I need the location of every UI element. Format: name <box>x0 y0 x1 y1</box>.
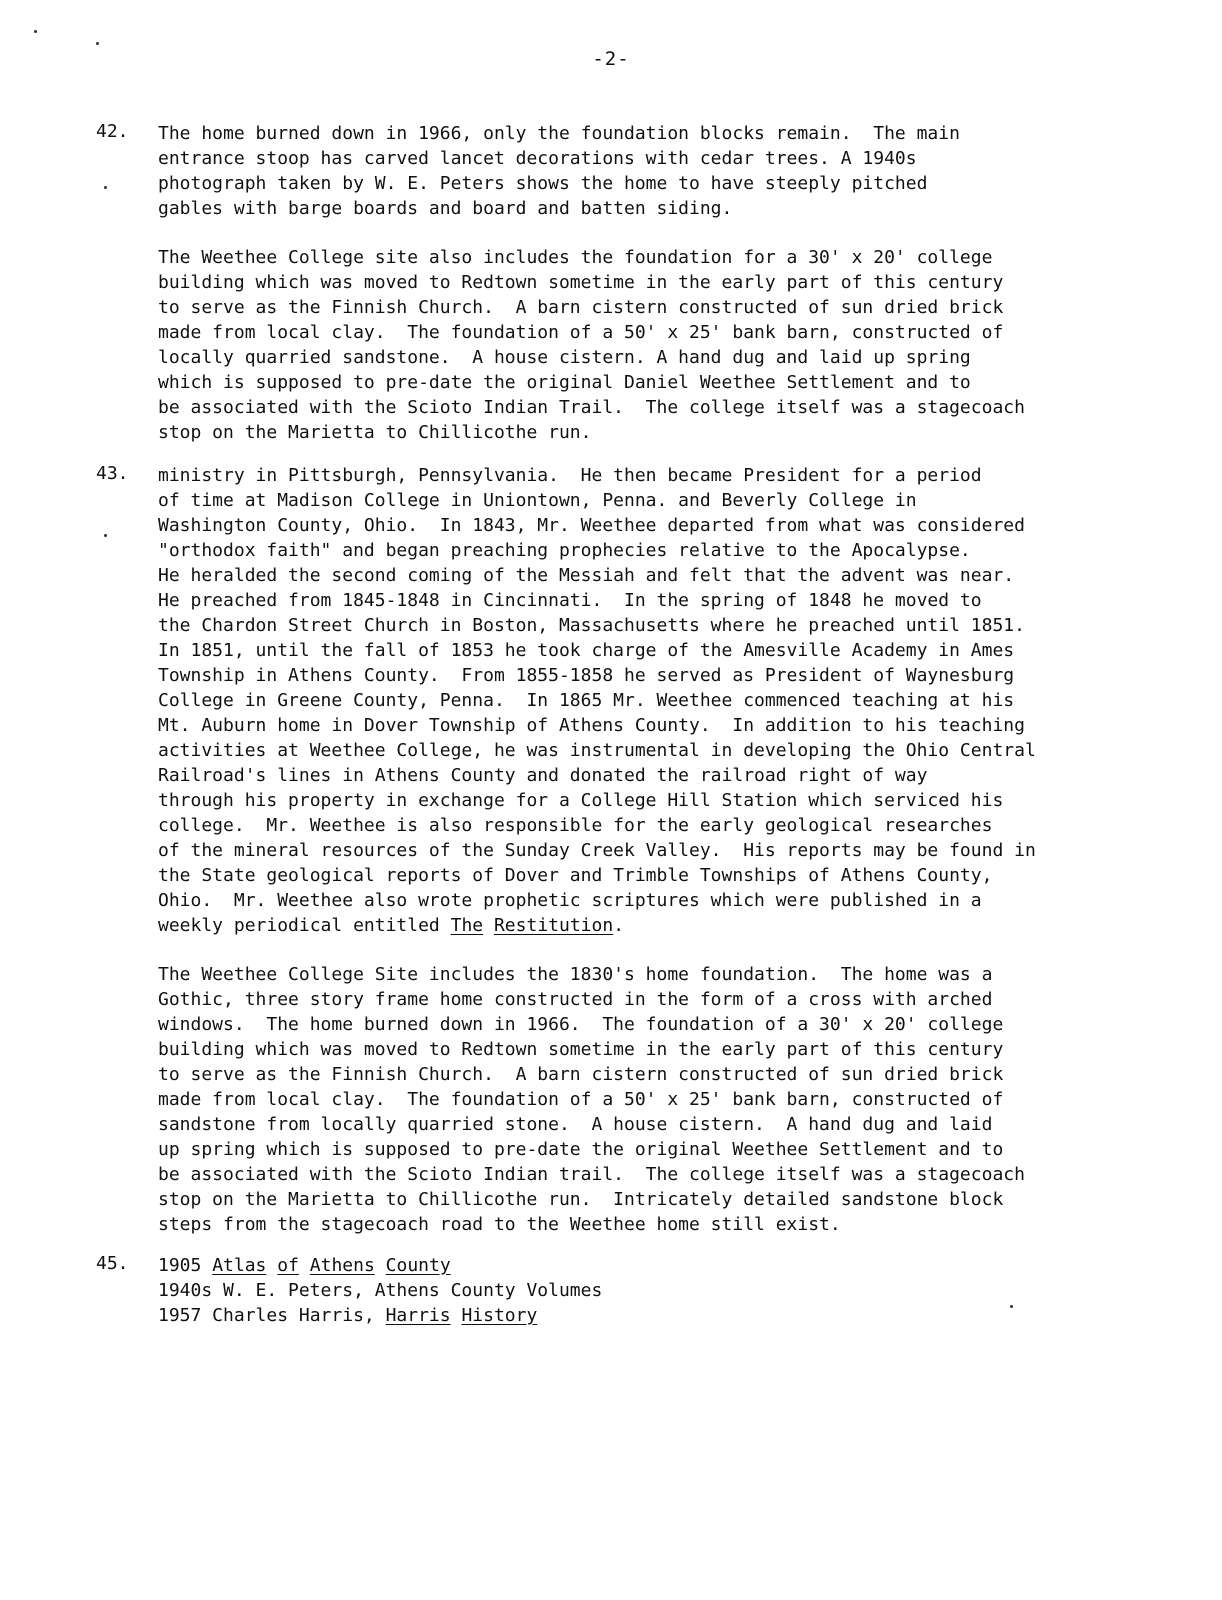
text-line: He heralded the second coming of the Messiah and felt that the advent was near. <box>158 565 1015 586</box>
line-suffix: . <box>613 915 625 936</box>
text-line: stop on the Marietta to Chillicothe run. Intricately detailed sandstone block <box>158 1189 1004 1210</box>
paragraph <box>158 245 1198 445</box>
text-line: sandstone from locally quarried stone. A house cistern. A hand dug and laid <box>158 1114 993 1135</box>
item-number: 43. <box>96 463 129 484</box>
references-list <box>158 1253 1198 1328</box>
text-line: the Chardon Street Church in Boston, Massachusetts where he preached until 1851. <box>158 615 1025 636</box>
item-number: 45. <box>96 1253 129 1274</box>
reference-2: 1940s W. E. Peters, Athens County Volumes <box>158 1280 603 1301</box>
text-line: of the mineral resources of the Sunday Creek Valley. His reports may be found in <box>158 840 1036 861</box>
text-line: He preached from 1845-1848 in Cincinnati. In the spring of 1848 he moved to <box>158 590 982 611</box>
scan-speck <box>96 42 99 45</box>
publication-title-word: Restitution <box>493 915 614 936</box>
text-line: The home burned down in 1966, only the foundation blocks remain. The main <box>158 123 960 144</box>
text-line: through his property in exchange for a College Hill Station which serviced his <box>158 790 1004 811</box>
text-line: of time at Madison College in Uniontown, Penna. and Beverly College in <box>158 490 917 511</box>
text-line: Ohio. Mr. Weethee also wrote prophetic scriptures which were published in a <box>158 890 982 911</box>
text-line: be associated with the Scioto Indian Trail. The college itself was a stagecoach <box>158 397 1025 418</box>
scan-speck <box>104 186 107 189</box>
text-line: locally quarried sandstone. A house cistern. A hand dug and laid up spring <box>158 347 971 368</box>
text-line: the State geological reports of Dover and Trimble Townships of Athens County, <box>158 865 993 886</box>
text-line: to serve as the Finnish Church. A barn cistern constructed of sun dried brick <box>158 297 1004 318</box>
text-line: The Weethee College Site includes the 1830's home foundation. The home was a <box>158 964 993 985</box>
text-line: be associated with the Scioto Indian trail. The college itself was a stagecoach <box>158 1164 1025 1185</box>
text-line: which is supposed to pre-date the original Daniel Weethee Settlement and to <box>158 372 971 393</box>
text-line: building which was moved to Redtown sometime in the early part of this century <box>158 272 1004 293</box>
ref-year: 1905 <box>158 1255 202 1276</box>
text-line-with-title <box>158 913 1198 938</box>
reference-3 <box>158 1303 1198 1328</box>
ref-title-word: of <box>277 1255 299 1276</box>
scan-speck <box>34 30 37 33</box>
item-body <box>158 463 1198 1237</box>
text-line: photograph taken by W. E. Peters shows the home to have steeply pitched <box>158 173 928 194</box>
text-line: windows. The home burned down in 1966. The foundation of a 30' x 20' college <box>158 1014 1004 1035</box>
text-line: "orthodox faith" and began preaching prophecies relative to the Apocalypse. <box>158 540 971 561</box>
text-line: building which was moved to Redtown sometime in the early part of this century <box>158 1039 1004 1060</box>
item-body <box>158 121 1198 445</box>
line-prefix: weekly periodical entitled <box>158 915 451 936</box>
paragraph <box>158 962 1198 1237</box>
text-line: In 1851, until the fall of 1853 he took charge of the Amesville Academy in Ames <box>158 640 1015 661</box>
text-line: ministry in Pittsburgh, Pennsylvania. He then became President for a period <box>158 465 982 486</box>
text-line: entrance stoop has carved lancet decorations with cedar trees. A 1940s <box>158 148 917 169</box>
text-line: stop on the Marietta to Chillicothe run. <box>158 422 592 443</box>
ref-title-word: Atlas <box>212 1255 267 1276</box>
text-line: Railroad's lines in Athens County and donated the railroad right of way <box>158 765 928 786</box>
text-line: Township in Athens County. From 1855-1858 he served as President of Waynesburg <box>158 665 1015 686</box>
text-line: Mt. Auburn home in Dover Township of Athens County. In addition to his teaching <box>158 715 1025 736</box>
ref-prefix: 1957 Charles Harris, <box>158 1305 386 1326</box>
paragraph <box>158 463 1198 938</box>
text-line: gables with barge boards and board and batten siding. <box>158 198 733 219</box>
text-line: Gothic, three story frame home constructed in the form of a cross with arched <box>158 989 993 1010</box>
reference-1 <box>158 1253 1198 1278</box>
paragraph <box>158 121 1198 221</box>
publication-title-word: The <box>450 915 484 936</box>
scan-speck <box>1010 1305 1013 1308</box>
scan-speck <box>104 534 107 537</box>
ref-title-word: County <box>385 1255 451 1276</box>
item-number: 42. <box>96 121 129 142</box>
text-line: College in Greene County, Penna. In 1865 Mr. Weethee commenced teaching at his <box>158 690 1015 711</box>
ref-title-word: History <box>461 1305 538 1326</box>
page-number: -2- <box>592 48 630 70</box>
text-line: made from local clay. The foundation of a 50' x 25' bank barn, constructed of <box>158 1089 1004 1110</box>
text-line: The Weethee College site also includes the foundation for a 30' x 20' college <box>158 247 993 268</box>
ref-title-word: Harris <box>385 1305 451 1326</box>
text-line: activities at Weethee College, he was instrumental in developing the Ohio Central <box>158 740 1036 761</box>
text-line: Washington County, Ohio. In 1843, Mr. Weethee departed from what was considered <box>158 515 1025 536</box>
text-line: college. Mr. Weethee is also responsible for the early geological researches <box>158 815 993 836</box>
text-line: to serve as the Finnish Church. A barn cistern constructed of sun dried brick <box>158 1064 1004 1085</box>
text-line: up spring which is supposed to pre-date the original Weethee Settlement and to <box>158 1139 1004 1160</box>
text-line: made from local clay. The foundation of a 50' x 25' bank barn, constructed of <box>158 322 1004 343</box>
ref-title-word: Athens <box>309 1255 375 1276</box>
text-line: steps from the stagecoach road to the Weethee home still exist. <box>158 1214 841 1235</box>
